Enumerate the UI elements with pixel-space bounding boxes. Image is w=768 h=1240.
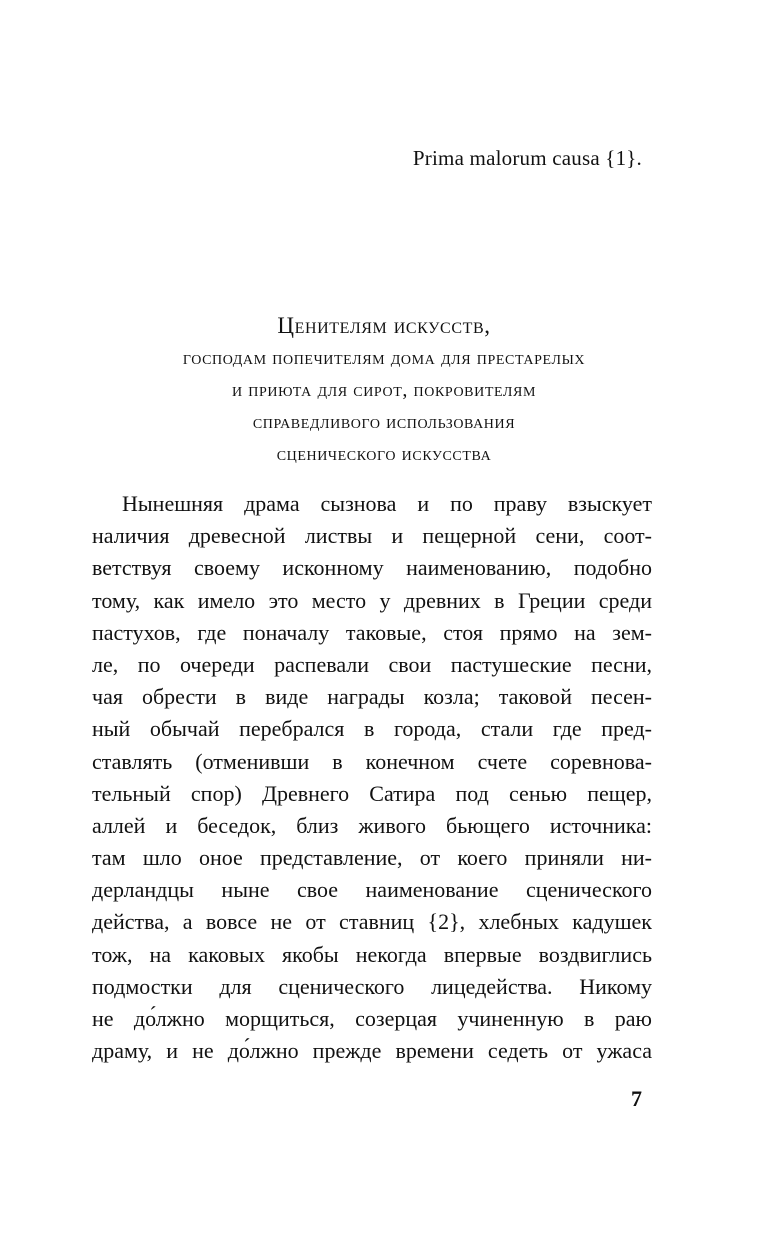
- text-line: ный обычай перебрался в города, стали где пред-: [92, 716, 652, 742]
- body-paragraph: [92, 488, 652, 1067]
- text-line: тож, на каковых якобы некогда впервые воздвиглись: [92, 941, 652, 967]
- dedication-line: и приюта для сирот, покровителям: [231, 379, 537, 401]
- dedication-line: господам попечителям дома для престарелых: [182, 347, 586, 369]
- dedication-heading: [92, 310, 676, 470]
- dedication-line: сценического искусства: [276, 443, 492, 465]
- text-line: драму, и не до́лжно прежде времени седеть от ужаса: [92, 1038, 652, 1064]
- text-line: ле, по очереди распевали свои пастушеские песни,: [92, 651, 652, 677]
- text-line: не до́лжно морщиться, созерцая учиненную в раю: [92, 1006, 652, 1031]
- text-line: тому, как имело это место у древних в Греции среди: [92, 587, 652, 613]
- text-line: чая обрести в виде награды козла; таковой песен-: [92, 684, 652, 710]
- text-line: аллей и беседок, близ живого бьющего источника:: [92, 812, 652, 838]
- text-line: тельный спор) Древнего Сатира под сенью пещер,: [92, 780, 652, 806]
- text-line: подмостки для сценического лицедейства. Никому: [92, 973, 652, 999]
- epigraph: Prima malorum causa {1}.: [412, 146, 642, 170]
- text-line: пастухов, где поначалу таковые, стоя прямо на зем-: [92, 619, 652, 645]
- text-line: ветствуя своему исконному наименованию, подобно: [92, 555, 652, 581]
- text-line: ставлять (отменивши в конечном счете соревнова-: [92, 748, 652, 774]
- text-line: действа, а вовсе не от ставниц {2}, хлебных кадушек: [92, 909, 652, 935]
- text-line: там шло оное представление, от коего приняли ни-: [92, 845, 652, 871]
- text-line: Нынешняя драма сызнова и по праву взыскует: [122, 491, 652, 516]
- page-number: 7: [631, 1086, 642, 1111]
- text-line: наличия древесной листвы и пещерной сени, соот-: [92, 523, 652, 549]
- text-line: дерландцы ныне свое наименование сценического: [92, 877, 652, 903]
- dedication-line: справедливого использования: [252, 411, 516, 433]
- dedication-line: Ценителям искусств,: [277, 313, 491, 338]
